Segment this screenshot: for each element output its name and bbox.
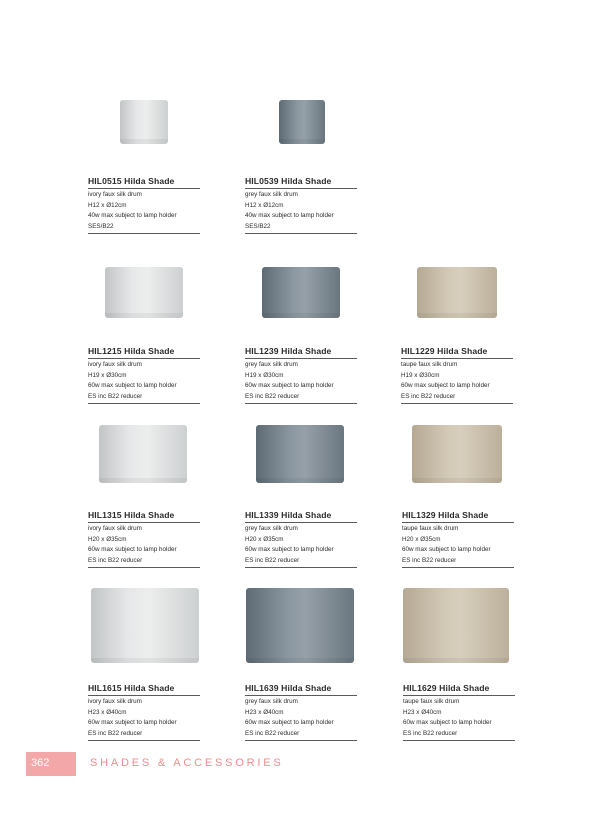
product-title: HIL0515 Hilda Shade: [88, 176, 200, 189]
product-specs: [401, 360, 513, 404]
spec-line: H23 x Ø40cm: [245, 708, 284, 716]
product-hil1339: [245, 425, 357, 570]
product-specs: [88, 360, 200, 404]
product-hil0515: [88, 100, 200, 235]
spec-line: H20 x Ø35cm: [88, 535, 127, 543]
product-specs: [245, 190, 357, 234]
product-specs: [245, 360, 357, 404]
spec-line: H19 x Ø30cm: [88, 371, 127, 379]
product-title: HIL1629 Hilda Shade: [403, 683, 515, 696]
spec-line: ES inc B22 reducer: [88, 556, 143, 564]
product-specs: [402, 524, 514, 568]
spec-line: ivory faux silk drum: [88, 361, 142, 368]
section-title: SHADES & ACCESSORIES: [90, 757, 284, 769]
product-title: HIL1639 Hilda Shade: [245, 683, 357, 696]
product-hil1639: [245, 588, 357, 738]
spec-line: ES inc B22 reducer: [88, 392, 143, 400]
product-title: HIL0539 Hilda Shade: [245, 176, 357, 189]
product-title: HIL1329 Hilda Shade: [402, 510, 514, 523]
product-hil1329: [402, 425, 514, 570]
product-hil1215: [88, 267, 200, 407]
spec-line: ivory faux silk drum: [88, 698, 142, 705]
spec-line: ES inc B22 reducer: [245, 729, 300, 737]
spec-line: ES inc B22 reducer: [245, 556, 300, 564]
spec-line: 60w max subject to lamp holder: [401, 382, 490, 390]
spec-line: grey faux silk drum: [245, 361, 298, 368]
product-specs: [245, 697, 357, 741]
product-hil1239: [245, 267, 357, 407]
product-hil0539: [245, 100, 357, 235]
spec-line: grey faux silk drum: [245, 698, 298, 705]
product-hil1315: [88, 425, 200, 570]
shade-image-grey: [279, 100, 325, 144]
spec-line: ES inc B22 reducer: [401, 392, 456, 400]
spec-line: ES inc B22 reducer: [245, 392, 300, 400]
shade-image-ivory: [105, 267, 183, 318]
shade-image-grey: [246, 588, 354, 663]
spec-line: 40w max subject to lamp holder: [245, 212, 334, 220]
spec-line: H23 x Ø40cm: [88, 708, 127, 716]
spec-line: 60w max subject to lamp holder: [88, 382, 177, 390]
product-title: HIL1315 Hilda Shade: [88, 510, 200, 523]
spec-line: H19 x Ø30cm: [401, 371, 440, 379]
product-specs: [88, 524, 200, 568]
product-hil1229: [401, 267, 513, 407]
spec-line: taupe faux silk drum: [401, 361, 458, 368]
spec-line: taupe faux silk drum: [403, 698, 460, 705]
product-title: HIL1339 Hilda Shade: [245, 510, 357, 523]
product-title: HIL1615 Hilda Shade: [88, 683, 200, 696]
spec-line: SES/B22: [88, 222, 114, 230]
product-title: HIL1229 Hilda Shade: [401, 346, 513, 359]
spec-line: H19 x Ø30cm: [245, 371, 284, 379]
shade-image-grey: [256, 425, 344, 483]
spec-line: H20 x Ø35cm: [402, 535, 441, 543]
spec-line: ivory faux silk drum: [88, 525, 142, 532]
product-specs: [403, 697, 515, 741]
spec-line: 60w max subject to lamp holder: [245, 546, 334, 554]
spec-line: H12 x Ø12cm: [245, 201, 284, 209]
spec-line: 60w max subject to lamp holder: [88, 546, 177, 554]
product-title: HIL1239 Hilda Shade: [245, 346, 357, 359]
spec-line: 60w max subject to lamp holder: [402, 546, 491, 554]
shade-image-taupe: [403, 588, 509, 663]
spec-line: taupe faux silk drum: [402, 525, 459, 532]
spec-line: 60w max subject to lamp holder: [245, 719, 334, 727]
shade-image-taupe: [412, 425, 502, 483]
spec-line: 60w max subject to lamp holder: [88, 719, 177, 727]
spec-line: 60w max subject to lamp holder: [245, 382, 334, 390]
spec-line: H20 x Ø35cm: [245, 535, 284, 543]
spec-line: SES/B22: [245, 222, 271, 230]
shade-image-ivory: [120, 100, 168, 144]
shade-image-ivory: [99, 425, 187, 483]
product-hil1629: [403, 588, 515, 738]
product-hil1615: [88, 588, 200, 738]
spec-line: H12 x Ø12cm: [88, 201, 127, 209]
spec-line: ES inc B22 reducer: [403, 729, 458, 737]
page-number: 362: [31, 757, 50, 769]
spec-line: ES inc B22 reducer: [88, 729, 143, 737]
product-specs: [88, 190, 200, 234]
spec-line: grey faux silk drum: [245, 191, 298, 198]
spec-line: ES inc B22 reducer: [402, 556, 457, 564]
spec-line: 40w max subject to lamp holder: [88, 212, 177, 220]
spec-line: ivory faux silk drum: [88, 191, 142, 198]
product-specs: [245, 524, 357, 568]
spec-line: grey faux silk drum: [245, 525, 298, 532]
shade-image-grey: [262, 267, 340, 318]
shade-image-ivory: [91, 588, 199, 663]
product-title: HIL1215 Hilda Shade: [88, 346, 200, 359]
spec-line: 60w max subject to lamp holder: [403, 719, 492, 727]
spec-line: H23 x Ø40cm: [403, 708, 442, 716]
product-specs: [88, 697, 200, 741]
shade-image-taupe: [417, 267, 497, 318]
